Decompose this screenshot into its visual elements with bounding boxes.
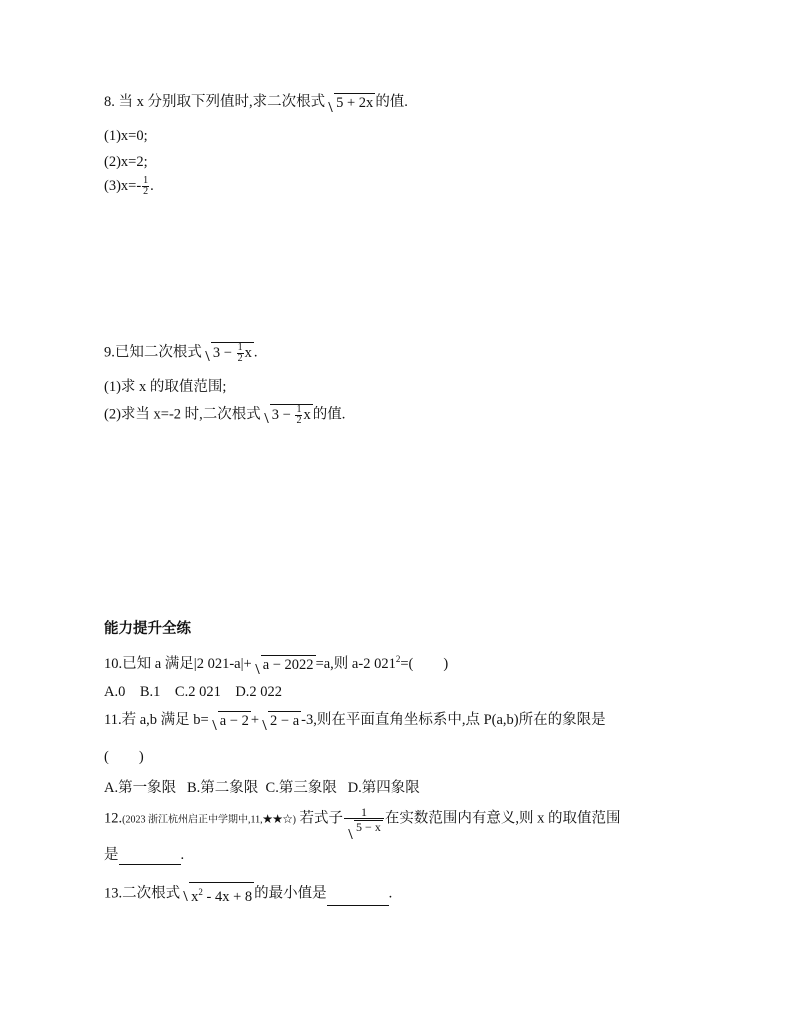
q8-stem-prefix: 8. 当 x 分别取下列值时,求二次根式 (104, 94, 326, 110)
q8-part2: (2)x=2; (104, 154, 148, 170)
q9-part2-rad-b: x (303, 406, 311, 423)
q12-suffix: 在实数范围内有意义,则 x 的取值范围 (384, 810, 621, 827)
q9-part2-frac-num: 1 (296, 404, 302, 415)
q11-stem (104, 710, 606, 730)
q12-den-radicand: 5 − x (356, 819, 381, 834)
q12-answer-blank[interactable] (119, 850, 181, 865)
q12-frac-den (344, 818, 384, 833)
q12-prefix: 若式子 (295, 810, 344, 827)
q9-frac-den: 2 (237, 353, 243, 364)
q9-stem (104, 342, 257, 364)
q11-radical-2 (259, 711, 301, 730)
q9-rad-b: x (244, 344, 252, 361)
q10-suffix: =( (400, 656, 414, 672)
q10-stem (104, 649, 448, 674)
q9-part2-radicand (270, 404, 313, 426)
q8-part3-fraction (142, 176, 149, 197)
q9-part2-suffix: 的值. (312, 406, 346, 423)
section-heading: 能力提升全练 (104, 621, 191, 637)
q13-prefix: 13.二次根式 (104, 885, 181, 902)
q11-prefix: 11.若 a,b 满足 b= (104, 712, 209, 728)
q11-radicand-2: 2 − a (270, 713, 300, 730)
q11-plus: + (250, 712, 260, 728)
q13-end: . (388, 885, 393, 902)
q12-source: (2023 浙江杭州启正中学期中,11,★★☆) (122, 814, 296, 826)
q9-part2 (104, 404, 345, 426)
q13-stem (104, 882, 392, 906)
q9-frac-num: 1 (237, 342, 243, 353)
q9-part2-rad-a: 3 − (271, 406, 295, 423)
q10-exponent: 2 (395, 654, 401, 664)
q9-part2-radical (261, 404, 313, 426)
q13-rad-a: x (191, 889, 199, 905)
q10-radical (252, 655, 316, 674)
q10-options: A.0 B.1 C.2 021 D.2 022 (104, 684, 283, 700)
q11-paren-open: ( (104, 749, 109, 765)
q8-radicand: 5 + 2x (336, 95, 374, 112)
q12-frac-num: 1 (360, 805, 367, 819)
q9-part1: (1)求 x 的取值范围; (104, 379, 227, 395)
q12-line2-suffix: . (180, 847, 185, 863)
q11-radicand-1: a − 2 (219, 713, 249, 730)
q13-rad-b: - 4x + 8 (202, 889, 253, 905)
q8-part3-suffix: . (150, 178, 154, 194)
q12-line2 (104, 845, 184, 865)
q11-answer-line (104, 747, 144, 767)
q8-stem (104, 92, 408, 112)
q11-suffix: -3,则在平面直角坐标系中,点 P(a,b)所在的象限是 (301, 712, 606, 728)
q13-radicand (189, 882, 254, 906)
q10-close: ) (443, 656, 449, 672)
q9-fraction (237, 343, 244, 364)
q9-part2-prefix: (2)求当 x=-2 时,二次根式 (104, 406, 261, 423)
q8-stem-suffix: 的值. (375, 94, 408, 110)
q10-prefix: 10.已知 a 满足|2 021-a|+ (104, 656, 252, 672)
q8-part3-num: 1 (143, 175, 149, 187)
q13-radical (180, 882, 254, 906)
q11-options: A.第一象限 B.第二象限 C.第三象限 D.第四象限 (104, 780, 420, 796)
q8-part3 (104, 176, 154, 197)
q9-part2-fraction (295, 405, 302, 426)
q12-fraction (344, 806, 384, 833)
q11-radical-1 (209, 711, 251, 730)
q9-part2-frac-den: 2 (296, 415, 302, 426)
q8-part3-den: 2 (143, 186, 149, 198)
q8-part1: (1)x=0; (104, 128, 148, 144)
q9-rad-a: 3 − (212, 344, 236, 361)
q13-answer-blank[interactable] (327, 891, 389, 906)
q13-exponent: 2 (198, 887, 203, 897)
q10-middle: =a,则 a-2 021 (315, 656, 396, 672)
q10-radicand: a − 2022 (262, 657, 314, 674)
q12-stem (104, 806, 620, 833)
q9-stem-suffix: . (253, 344, 258, 361)
q13-suffix: 的最小值是 (254, 885, 327, 902)
q8-radical (325, 93, 375, 112)
q9-radicand (211, 342, 254, 364)
q8-part3-prefix: (3)x=- (104, 178, 142, 194)
q12-number: 12. (104, 810, 123, 827)
q9-stem-prefix: 9.已知二次根式 (104, 344, 202, 361)
q11-paren-close: ) (138, 749, 144, 765)
q12-den-radical (345, 820, 383, 833)
q12-line2-prefix: 是 (104, 847, 119, 863)
q9-radical (202, 342, 254, 364)
